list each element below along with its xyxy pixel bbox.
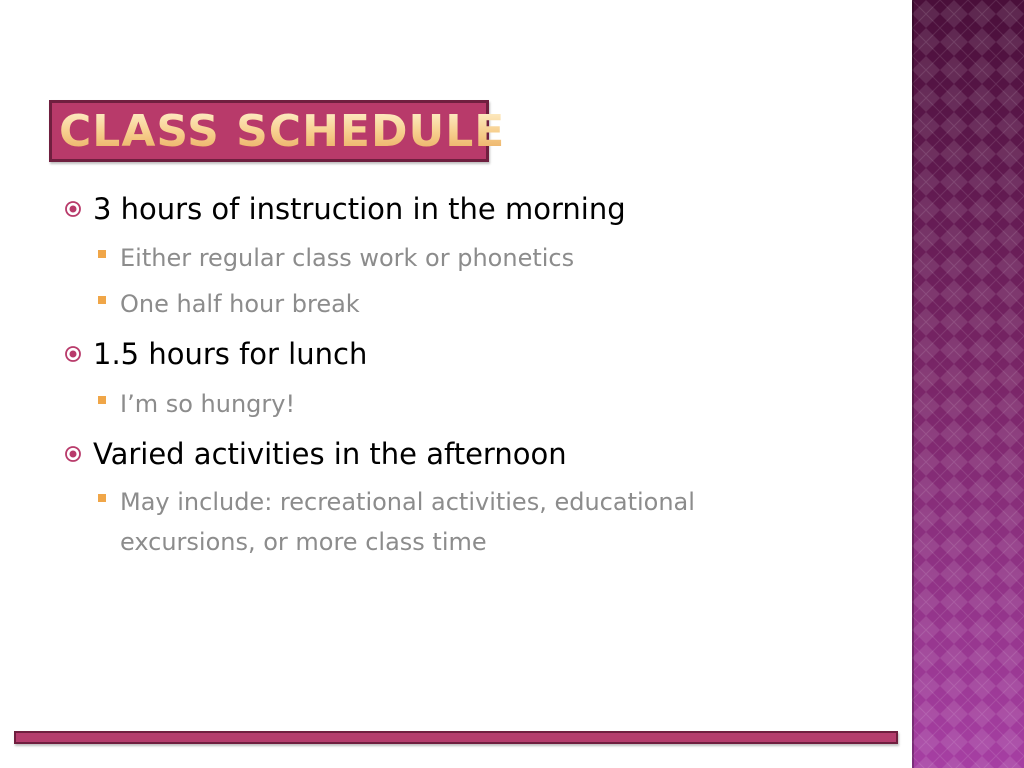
square-bullet-icon bbox=[98, 296, 106, 304]
title-box bbox=[49, 100, 506, 162]
decorative-bottom-bar bbox=[14, 731, 898, 744]
square-bullet-icon bbox=[98, 250, 106, 258]
bullet-text: 1.5 hours for lunch bbox=[93, 337, 368, 371]
sub-bullet-text: One half hour break bbox=[120, 290, 360, 318]
slide-title: CLASS SCHEDULE bbox=[59, 106, 506, 157]
square-bullet-icon bbox=[98, 494, 106, 502]
sub-bullet-text: May include: recreational activities, educational excursions, or more class time bbox=[120, 488, 695, 556]
circle-dot-bullet-icon bbox=[64, 345, 82, 363]
sub-bullet-text: I’m so hungry! bbox=[120, 390, 296, 418]
bullet-text: 3 hours of instruction in the morning bbox=[93, 192, 626, 226]
circle-dot-bullet-icon bbox=[64, 445, 82, 463]
decorative-side-panel bbox=[912, 0, 1024, 768]
bullet-text: Varied activities in the afternoon bbox=[93, 437, 567, 471]
square-bullet-icon bbox=[98, 396, 106, 404]
circle-dot-bullet-icon bbox=[64, 200, 82, 218]
argyle-pattern bbox=[912, 0, 1024, 768]
sub-bullet-text: Either regular class work or phonetics bbox=[120, 244, 575, 272]
